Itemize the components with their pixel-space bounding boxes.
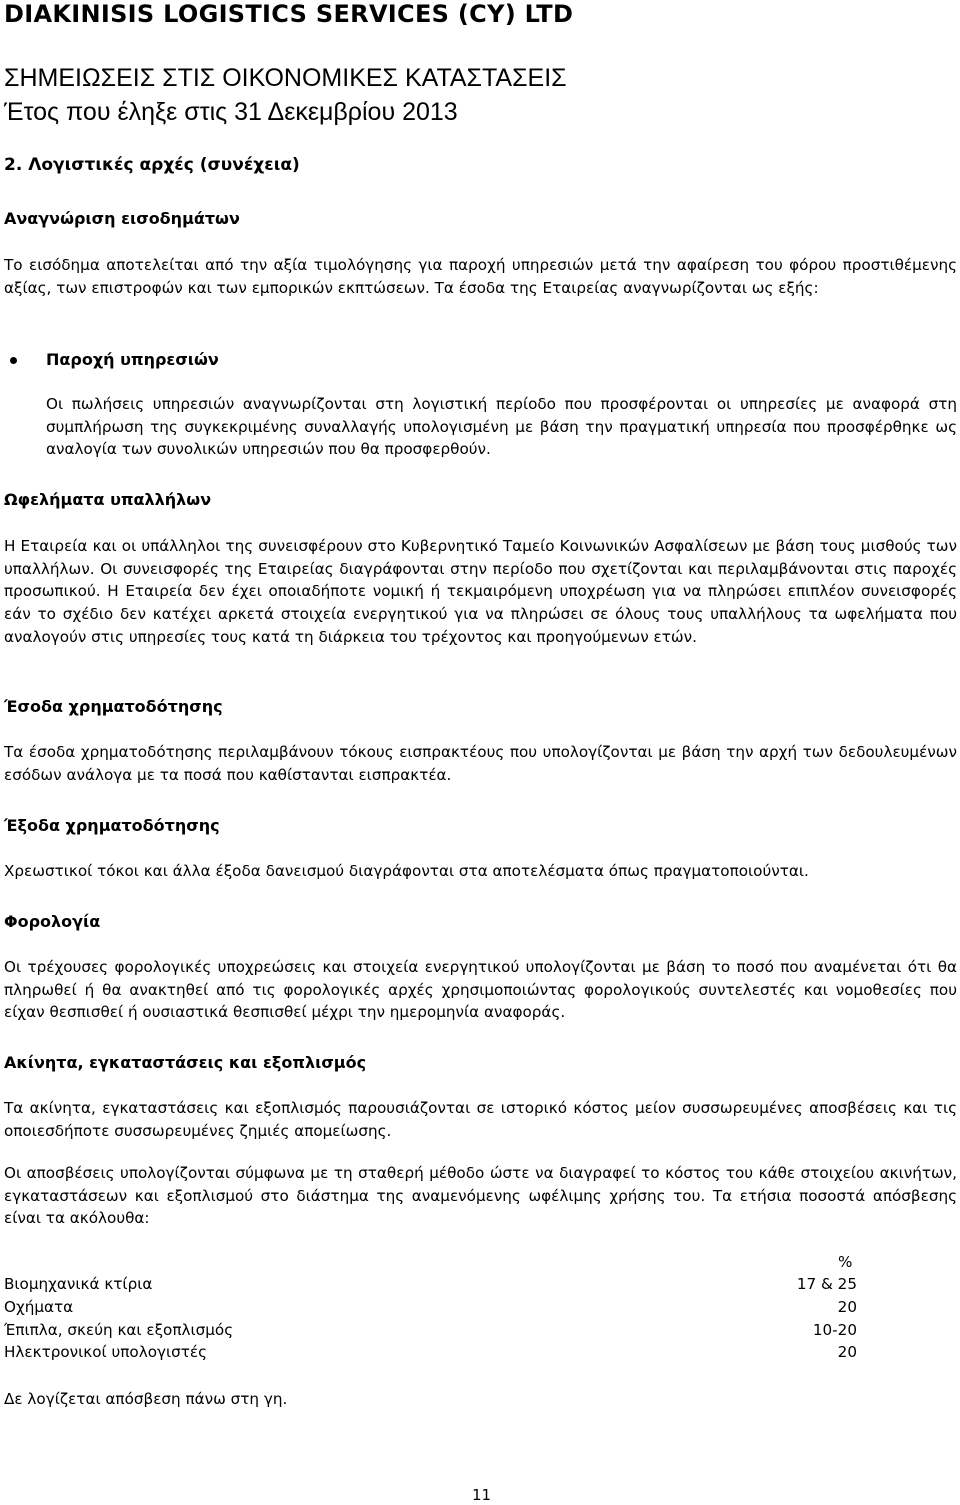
employee-benefits-heading: Ωφελήματα υπαλλήλων [4, 490, 212, 509]
taxation-heading: Φορολογία [4, 912, 101, 931]
revenue-paragraph: Το εισόδημα αποτελείται από την αξία τιμολόγησης για παροχή υπηρεσιών μετά την αφαίρεση του φόρου προστιθέμενης αξίας, των επιστροφών και των εμπορικών εκπτώσεων. Τα έσοδα της Εταιρείας αναγνωρίζονται ως εξής: [4, 256, 957, 297]
depreciation-row [4, 1343, 857, 1361]
ppe-paragraph-1: Τα ακίνητα, εγκαταστάσεις και εξοπλισμός παρουσιάζονται σε ιστορικό κόστος μείον συσσωρευμένες αποσβέσεις και τις οποιεσδήποτε συσσωρευμένες ζημιές απομείωσης. [4, 1099, 957, 1140]
services-heading: Παροχή υπηρεσιών [46, 350, 219, 369]
asset-class-label: Οχήματα [4, 1298, 74, 1316]
company-name: DIAKINISIS LOGISTICS SERVICES (CY) LTD [4, 0, 574, 28]
finance-costs-heading: Έξοδα χρηματοδότησης [4, 816, 220, 835]
revenue-heading: Αναγνώριση εισοδημάτων [4, 209, 240, 228]
year-ended-line: Έτος που έληξε στις 31 Δεκεμβρίου 2013 [4, 98, 458, 126]
rates-percent-header: % [838, 1253, 853, 1271]
ppe-heading: Ακίνητα, εγκαταστάσεις και εξοπλισμός [4, 1053, 367, 1072]
employee-benefits-paragraph: Η Εταιρεία και οι υπάλληλοι της συνεισφέρουν στο Κυβερνητικό Ταμείο Κοινωνικών Ασφαλίσεων με βάση τους μισθούς των υπαλλήλων. Οι συνεισφορές της Εταιρείας διαγράφονται στην περίοδο που σχετίζονται και περιλαμβάνονται στις παροχές προσωπικού. Η Εταιρεία δεν έχει οποιαδήποτε νομική ή τεκμαιρόμενη υποχρέωση για να πληρώσει επιπλέον συνεισφορές εάν το σχέδιο δεν κατέχει αρκετά στοιχεία ενεργητικού για να πληρώσει σε όλους τους υπαλλήλους τα ωφελήματα που αναλογούν στις υπηρεσίες τους κατά τη διάρκεια του τρέχοντος και προηγούμενων ετών. [4, 537, 957, 646]
page-number: 11 [472, 1486, 492, 1504]
finance-income-paragraph: Τα έσοδα χρηματοδότησης περιλαμβάνουν τόκους εισπρακτέους που υπολογίζονται με βάση την αρχή των δεδουλευμένων εσόδων ανάλογα με τα ποσά που καθίστανται εισπρακτέα. [4, 743, 957, 784]
notes-title: ΣΗΜΕΙΩΣΕΙΣ ΣΤΙΣ ΟΙΚΟΝΟΜΙΚΕΣ ΚΑΤΑΣΤΑΣΕΙΣ [4, 64, 567, 92]
depreciation-rate: 20 [837, 1343, 857, 1361]
asset-class-label: Βιομηχανικά κτίρια [4, 1275, 153, 1293]
finance-income-heading: Έσοδα χρηματοδότησης [4, 697, 223, 716]
asset-class-label: Ηλεκτρονικοί υπολογιστές [4, 1343, 207, 1361]
ppe-paragraph-2: Οι αποσβέσεις υπολογίζονται σύμφωνα με τη σταθερή μέθοδο ώστε να διαγραφεί το κόστος του κάθε στοιχείου ακινήτων, εγκαταστάσεων και εξοπλισμού στο διάστημα της αναμενόμενης ωφέλιμης χρήσης του. Τα ετήσια ποσοστά απόσβεσης είναι τα ακόλουθα: [4, 1164, 957, 1228]
depreciation-row [4, 1275, 857, 1293]
taxation-paragraph: Οι τρέχουσες φορολογικές υποχρεώσεις και στοιχεία ενεργητικού υπολογίζονται με βάση το ποσό που αναμένεται ότι θα πληρωθεί ή θα ανακτηθεί από τις φορολογικές αρχές χρησιμοποιώντας φορολογικούς συντελεστές και νομοθεσίες που είχαν θεσπισθεί ή ουσιαστικά θεσπισθεί μέχρι την ημερομηνία αναφοράς. [4, 958, 957, 1022]
depreciation-row [4, 1298, 857, 1316]
asset-class-label: Έπιπλα, σκεύη και εξοπλισμός [4, 1321, 234, 1339]
depreciation-row [4, 1321, 857, 1339]
depreciation-rate: 20 [837, 1298, 857, 1316]
depreciation-rate: 17 & 25 [796, 1275, 857, 1293]
bullet-icon [10, 357, 17, 364]
finance-costs-paragraph: Χρεωστικοί τόκοι και άλλα έξοδα δανεισμού διαγράφονται στα αποτελέσματα όπως πραγματοποιούνται. [4, 862, 809, 880]
depreciation-rate: 10-20 [812, 1321, 857, 1339]
services-paragraph: Οι πωλήσεις υπηρεσιών αναγνωρίζονται στη λογιστική περίοδο που προσφέρονται οι υπηρεσίες με αναφορά στη συμπλήρωση της συγκεκριμένης συναλλαγής υπολογισμένη με βάση την πραγματική υπηρεσία που προσφέρθηκε ως αναλογία των συνολικών υπηρεσιών που θα προσφερθούν. [46, 395, 957, 459]
section-heading: 2. Λογιστικές αρχές (συνέχεια) [4, 155, 300, 175]
land-depreciation-note: Δε λογίζεται απόσβεση πάνω στη γη. [4, 1390, 288, 1408]
